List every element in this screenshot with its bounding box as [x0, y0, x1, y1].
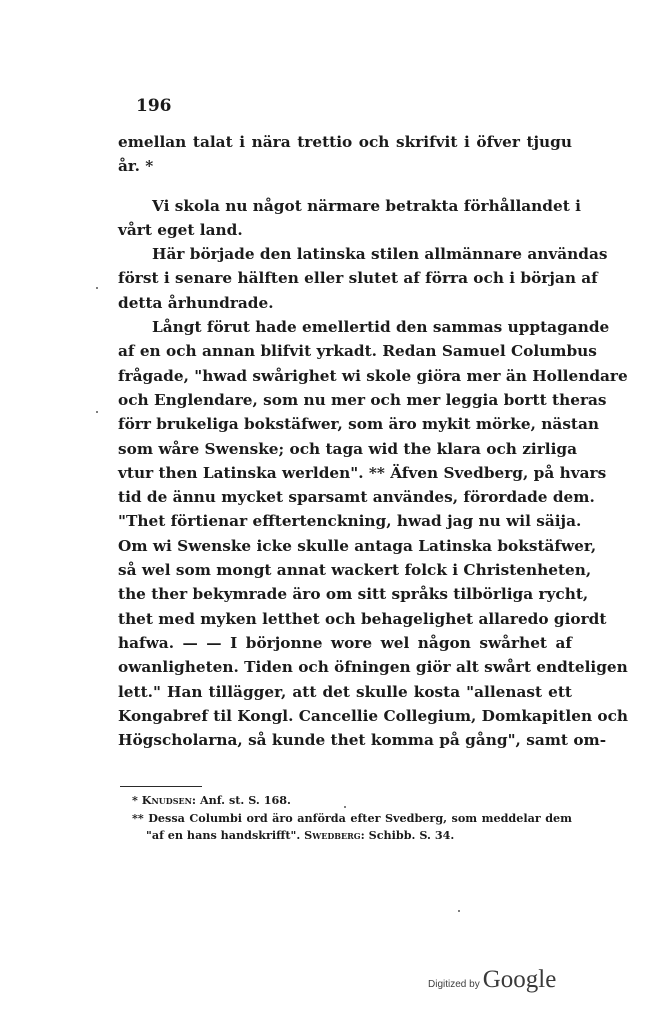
footnote-marker: **	[132, 810, 144, 825]
text-line: som wåre Swenske; och taga wid the klara och zirliga	[118, 439, 577, 458]
text-line: lett." Han tillägger, att det skulle kosta "allenast ett	[118, 682, 572, 701]
text-line: detta århundrade.	[118, 293, 274, 312]
footnote-author: Swedberg:	[304, 828, 365, 842]
footnote-marker: *	[132, 793, 138, 807]
text-line: så wel som mongt annat wackert folck i Christenheten,	[118, 561, 592, 580]
text-line: vårt eget land.	[118, 220, 243, 239]
footnote-2-continuation	[118, 827, 572, 845]
text-line: Här började den latinska stilen allmännare användas	[152, 245, 608, 264]
scan-speck	[344, 806, 346, 808]
page-number: 196	[136, 96, 172, 116]
text-line: owanligheten. Tiden och öfningen giör alt swårt endteligen	[118, 658, 628, 677]
text-line: frågade, "hwad swårighet wi skole giöra mer än Hollendare	[118, 366, 628, 385]
text-line: af en och annan blifvit yrkadt. Redan Samuel Columbus	[118, 342, 597, 361]
text-line: år. *	[118, 157, 154, 176]
footnote-text: "af en hans handskrifft".	[146, 828, 301, 842]
text-line: Långt förut hade emellertid den sammas upptagande	[152, 318, 610, 337]
digitized-by-watermark	[428, 966, 556, 994]
text-line: Kongabref til Kongl. Cancellie Collegium, Domkapitlen och	[118, 706, 629, 725]
footnote-text: Anf. st. S. 168.	[199, 793, 291, 807]
text-line: "Thet förtienar efftertenckning, hwad jag nu wil säija.	[118, 512, 582, 531]
footnote-text: Dessa Columbi ord äro anförda efter Svedberg, som meddelar dem	[148, 810, 572, 825]
footnote-text: Schibb. S. 34.	[368, 828, 455, 842]
text-line: Om wi Swenske icke skulle antaga Latinska bokstäfwer,	[118, 536, 597, 555]
text-line: Vi skola nu något närmare betrakta förhållandet i	[152, 196, 581, 215]
text-line: vtur then Latinska werlden". ** Äfven Svedberg, på hvars	[118, 463, 607, 482]
footnotes	[118, 792, 572, 845]
scan-speck	[96, 411, 98, 413]
body-text	[118, 130, 629, 752]
digitized-by-label: Digitized by	[428, 979, 480, 990]
text-line: emellan talat i nära trettio och skrifvit i öfver tjugu	[118, 133, 572, 151]
footnote-author: Knudsen:	[141, 793, 197, 807]
scan-speck	[458, 910, 460, 912]
scan-speck	[96, 287, 98, 289]
text-line: Högscholarna, så kunde thet komma på gång", samt om-	[118, 731, 607, 750]
footnote-divider	[120, 786, 202, 787]
text-line: thet med myken letthet och behagelighet allaredo giordt	[118, 609, 607, 628]
text-line: tid de ännu mycket sparsamt användes, förordade dem.	[118, 488, 595, 507]
google-logo: Google	[482, 966, 557, 993]
text-line: the ther bekymrade äro om sitt språks tilbörliga rycht,	[118, 585, 589, 604]
text-line: först i senare hälften eller slutet af förra och i början af	[118, 269, 598, 288]
text-line: och Englendare, som nu mer och mer leggia bortt theras	[118, 390, 607, 409]
text-line: förr brukeliga bokstäfwer, som äro mykit mörke, nästan	[118, 415, 600, 434]
footnote-2	[118, 810, 572, 828]
text-line: hafwa. — — I börjonne wore wel någon swårhet af	[118, 633, 572, 652]
